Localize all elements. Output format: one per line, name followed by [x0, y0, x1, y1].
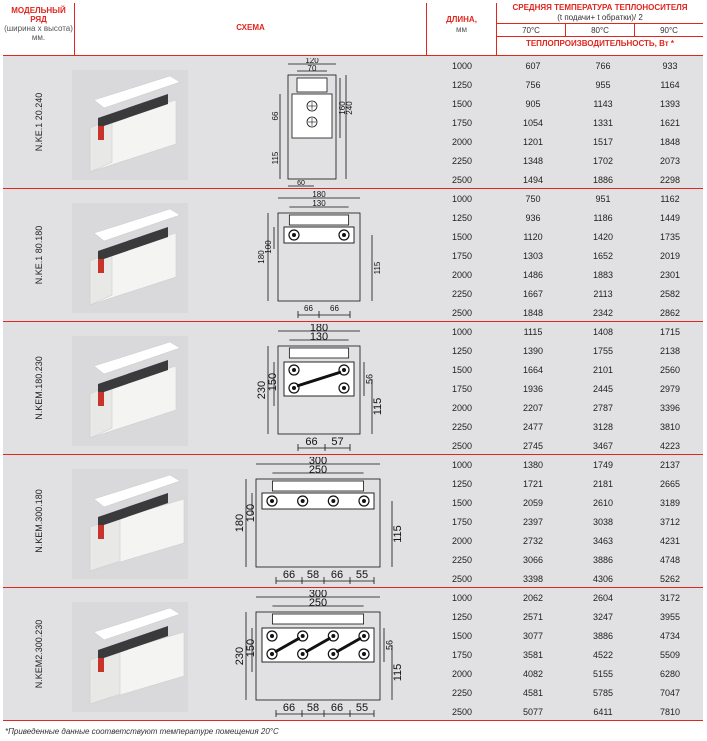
table-row [427, 493, 703, 512]
length-cell: 1000 [451, 193, 473, 204]
dimension-label: 300 [308, 590, 328, 600]
header-temperature [497, 3, 703, 55]
dimension-label: 130 [309, 330, 329, 343]
power-cell: 3396 [659, 402, 681, 413]
length-cell: 2000 [451, 136, 473, 147]
power-cell: 1201 [522, 136, 544, 147]
power-cell: 3172 [659, 592, 681, 603]
table-row [427, 303, 703, 322]
table-row [427, 626, 703, 645]
temp-70: 70°C [522, 26, 540, 35]
power-cell: 750 [525, 193, 541, 204]
scheme-drawing [228, 191, 428, 321]
power-cell: 3581 [522, 649, 544, 660]
power-label: ТЕПЛОПРОИЗВОДИТЕЛЬНОСТЬ, Вт * [525, 39, 675, 48]
table-row [427, 94, 703, 113]
photo-cell [72, 469, 188, 579]
power-cell: 1749 [592, 459, 614, 470]
dimension-label: 115 [391, 663, 404, 682]
temp-title: СРЕДНЯЯ ТЕМПЕРАТУРА ТЕПЛОНОСИТЕЛЯ [512, 3, 688, 12]
power-cell: 4082 [522, 668, 544, 679]
length-cell: 1000 [451, 60, 473, 71]
table-row [427, 702, 703, 721]
power-cell: 2610 [592, 497, 614, 508]
power-cell: 2073 [659, 155, 681, 166]
footnote: *Приведенные данные соответствуют температуре помещения 20°C [5, 727, 279, 736]
power-cell: 1883 [592, 269, 614, 280]
table-row [427, 113, 703, 132]
length-cell: 2500 [451, 174, 473, 185]
power-cell: 1162 [660, 193, 680, 204]
power-cell: 3038 [592, 516, 614, 527]
power-cell: 607 [525, 60, 541, 71]
power-cell: 3955 [659, 611, 681, 622]
power-cell: 2062 [522, 592, 544, 603]
dimension-label: 115 [271, 151, 281, 165]
power-cell: 3810 [659, 421, 681, 432]
length-unit: мм [456, 25, 467, 34]
power-cell: 4231 [659, 535, 681, 546]
power-cell: 3712 [659, 516, 681, 527]
pipe-icon [98, 126, 104, 140]
power-cell: 1621 [659, 117, 681, 128]
power-cell: 2787 [592, 402, 614, 413]
length-cell: 2500 [451, 440, 473, 451]
scheme-drawing [228, 590, 428, 720]
length-cell: 1250 [451, 79, 473, 90]
power-cell: 3077 [522, 630, 544, 641]
dimension-label: 66 [271, 111, 281, 121]
dimension-label: 66 [330, 701, 344, 714]
scheme-cell [228, 191, 428, 321]
photo-cell [72, 203, 188, 313]
length-cell: 1500 [451, 98, 473, 109]
data-rows [427, 322, 703, 455]
dimension-label: 230 [233, 646, 246, 666]
dimension-label: 70 [307, 64, 317, 74]
pipe-icon [98, 525, 104, 539]
data-rows [427, 56, 703, 189]
power-cell: 933 [662, 60, 678, 71]
data-rows [427, 189, 703, 322]
power-cell: 2665 [659, 478, 681, 489]
dimension-label: 115 [371, 397, 384, 416]
table-row [427, 474, 703, 493]
power-cell: 3886 [592, 554, 614, 565]
table-row [427, 151, 703, 170]
product-photo [72, 70, 188, 180]
product-photo [72, 336, 188, 446]
power-cell: 5509 [659, 649, 681, 660]
power-cell: 3467 [592, 440, 614, 451]
dimension-label: 66 [305, 435, 318, 448]
power-cell: 3189 [659, 497, 681, 508]
length-cell: 1500 [451, 364, 473, 375]
dimension-label: 55 [355, 701, 369, 714]
table-row [427, 227, 703, 246]
length-cell: 1750 [451, 117, 473, 128]
product-photo [72, 602, 188, 712]
power-cell: 2101 [592, 364, 614, 375]
model-section [3, 56, 703, 189]
dimension-label: 300 [308, 457, 328, 467]
power-cell: 2477 [522, 421, 544, 432]
scheme-drawing [228, 457, 428, 587]
dimension-label: 120 [305, 58, 319, 66]
length-label: ДЛИНА, [446, 15, 477, 24]
length-cell: 2500 [451, 307, 473, 318]
power-cell: 2560 [659, 364, 681, 375]
power-cell: 1115 [523, 326, 543, 337]
power-cell: 936 [525, 212, 541, 223]
power-cell: 1936 [522, 383, 544, 394]
model-section [3, 322, 703, 455]
power-cell: 6411 [593, 706, 613, 717]
length-cell: 2000 [451, 668, 473, 679]
pipe-icon [98, 392, 104, 406]
table-row [427, 512, 703, 531]
table-row [427, 683, 703, 702]
power-cell: 2732 [522, 535, 544, 546]
power-cell: 2298 [659, 174, 681, 185]
power-cell: 1408 [592, 326, 614, 337]
model-label-cell [3, 56, 75, 189]
scheme-cell [228, 324, 428, 454]
length-cell: 2250 [451, 155, 473, 166]
power-cell: 1848 [522, 307, 544, 318]
model-section [3, 455, 703, 588]
divider [3, 720, 703, 721]
length-cell: 1500 [451, 630, 473, 641]
length-cell: 2000 [451, 535, 473, 546]
power-cell: 1886 [592, 174, 614, 185]
power-cell: 4223 [659, 440, 681, 451]
data-rows [427, 588, 703, 721]
table-row [427, 246, 703, 265]
model-name: N.KE.1 80.180 [34, 225, 44, 285]
temp-90: 90°C [634, 24, 703, 36]
power-cell: 1054 [522, 117, 544, 128]
power-cell: 2342 [592, 307, 614, 318]
power-cell: 2604 [592, 592, 614, 603]
table-row [427, 189, 703, 208]
table-row [427, 398, 703, 417]
photo-cell [72, 336, 188, 446]
power-cell: 1393 [659, 98, 681, 109]
table-header [3, 3, 703, 55]
power-cell: 1120 [523, 231, 543, 242]
power-cell: 4748 [659, 554, 681, 565]
power-cell: 1702 [592, 155, 614, 166]
power-cell: 1348 [522, 155, 544, 166]
table-row [427, 569, 703, 588]
radiator-table [3, 3, 703, 721]
data-rows [427, 455, 703, 588]
model-label-cell [3, 322, 75, 455]
power-cell: 1420 [592, 231, 614, 242]
power-cell: 1735 [659, 231, 681, 242]
header-schema: СХЕМА [75, 3, 427, 55]
power-cell: 3128 [592, 421, 614, 432]
dimension-label: 250 [308, 596, 328, 609]
length-cell: 1250 [451, 212, 473, 223]
power-cell: 3886 [592, 630, 614, 641]
length-cell: 1750 [451, 516, 473, 527]
table-row [427, 455, 703, 474]
model-name: N.KEM.300.180 [34, 489, 44, 553]
table-row [427, 322, 703, 341]
dimension-label: 57 [331, 435, 344, 448]
length-cell: 1250 [451, 611, 473, 622]
length-cell: 1500 [451, 497, 473, 508]
dimension-label: 180 [312, 191, 326, 200]
table-row [427, 265, 703, 284]
power-cell: 2582 [659, 288, 681, 299]
table-row [427, 588, 703, 607]
power-cell: 2745 [522, 440, 544, 451]
power-cell: 2207 [522, 402, 544, 413]
table-row [427, 436, 703, 455]
power-cell: 5262 [659, 573, 681, 584]
power-cell: 1449 [659, 212, 681, 223]
power-cell: 4734 [659, 630, 681, 641]
model-label: МОДЕЛЬНЫЙ РЯД [11, 6, 66, 24]
length-cell: 1750 [451, 250, 473, 261]
table-row [427, 360, 703, 379]
power-cell: 1721 [522, 478, 544, 489]
power-cell: 1186 [593, 212, 613, 223]
power-cell: 1715 [659, 326, 681, 337]
table-row [427, 607, 703, 626]
power-cell: 4581 [522, 687, 544, 698]
scheme-drawing [228, 324, 428, 454]
dimension-label: 58 [306, 701, 320, 714]
power-cell: 1517 [592, 136, 614, 147]
power-cell: 2137 [659, 459, 681, 470]
power-cell: 2979 [659, 383, 681, 394]
model-label-cell [3, 189, 75, 322]
dimension-label: 66 [330, 568, 344, 581]
dimension-label: 180 [309, 324, 329, 334]
power-cell: 3247 [592, 611, 614, 622]
power-cell: 951 [595, 193, 611, 204]
photo-cell [72, 602, 188, 712]
table-row [427, 531, 703, 550]
model-name: N.KEM2.300.230 [34, 619, 44, 689]
length-cell: 1750 [451, 649, 473, 660]
length-cell: 2500 [451, 706, 473, 717]
length-cell: 1000 [451, 592, 473, 603]
dimension-label: 115 [391, 525, 404, 543]
pipe-icon [98, 658, 104, 672]
dimension-label: 250 [308, 463, 328, 476]
power-cell: 1380 [522, 459, 544, 470]
length-cell: 1500 [451, 231, 473, 242]
power-cell: 3463 [592, 535, 614, 546]
power-cell: 905 [525, 98, 541, 109]
power-cell: 766 [595, 60, 611, 71]
model-name: N.KEM.180.230 [34, 356, 44, 420]
length-cell: 1000 [451, 459, 473, 470]
table-row [427, 56, 703, 75]
power-cell: 955 [595, 79, 611, 90]
table-row [427, 550, 703, 569]
power-cell: 3398 [522, 573, 544, 584]
header-length [427, 3, 497, 55]
product-photo [72, 203, 188, 313]
dimension-label: 55 [355, 568, 369, 581]
power-cell: 1652 [592, 250, 614, 261]
power-cell: 1494 [522, 174, 544, 185]
table-row [427, 341, 703, 360]
power-cell: 5077 [522, 706, 544, 717]
table-row [427, 284, 703, 303]
table-row [427, 170, 703, 189]
power-cell: 1143 [593, 98, 613, 109]
table-row [427, 645, 703, 664]
table-row [427, 664, 703, 683]
length-cell: 2000 [451, 402, 473, 413]
power-cell: 2019 [659, 250, 681, 261]
model-label-cell [3, 455, 75, 588]
power-cell: 1331 [592, 117, 614, 128]
table-row [427, 417, 703, 436]
temp-columns [497, 24, 703, 37]
power-cell: 756 [525, 79, 541, 90]
power-cell: 6280 [659, 668, 681, 679]
scheme-cell [228, 457, 428, 587]
temp-formula: (t подачи+ t обратки)/ 2 [497, 12, 703, 24]
model-name: N.KE.1 20.240 [34, 92, 44, 152]
model-section [3, 588, 703, 721]
dimension-label: 115 [373, 261, 383, 275]
header-model [3, 3, 75, 55]
dimension-label: 56 [364, 373, 375, 385]
dimension-label: 58 [306, 568, 320, 581]
power-cell: 2059 [522, 497, 544, 508]
power-cell: 2301 [659, 269, 681, 280]
power-cell: 5155 [592, 668, 614, 679]
dimension-label: 160 [338, 101, 348, 115]
power-cell: 1303 [522, 250, 544, 261]
dimension-label: 66 [282, 568, 296, 581]
power-cell: 1848 [659, 136, 681, 147]
power-cell: 2862 [659, 307, 681, 318]
power-cell: 7047 [659, 687, 681, 698]
power-cell: 2181 [592, 478, 614, 489]
dimension-label: 100 [244, 503, 257, 523]
power-cell: 4306 [592, 573, 614, 584]
power-cell: 1755 [592, 345, 614, 356]
table-row [427, 75, 703, 94]
dimension-label: 180 [233, 513, 246, 533]
power-cell: 2113 [593, 288, 613, 299]
dimension-label: 180 [257, 250, 267, 264]
model-sub: (ширина х высота) мм. [4, 24, 73, 42]
power-cell: 1486 [522, 269, 544, 280]
length-cell: 1000 [451, 326, 473, 337]
power-cell: 1664 [522, 364, 544, 375]
power-cell: 2571 [522, 611, 544, 622]
dimension-label: 66 [282, 701, 296, 714]
model-label-cell [3, 588, 75, 721]
power-cell: 7810 [659, 706, 681, 717]
table-row [427, 208, 703, 227]
dimension-label: 230 [255, 380, 268, 400]
power-cell: 2138 [659, 345, 681, 356]
dimension-label: 56 [384, 639, 395, 651]
temp-80: 80°C [565, 24, 634, 36]
dimension-label: 60 [297, 179, 305, 187]
length-cell: 1250 [451, 478, 473, 489]
dimension-label: 66 [330, 304, 339, 314]
power-cell: 1164 [660, 79, 680, 90]
length-cell: 1250 [451, 345, 473, 356]
dimension-label: 100 [264, 240, 274, 254]
length-cell: 2250 [451, 421, 473, 432]
power-cell: 2397 [522, 516, 544, 527]
dimension-label: 240 [345, 101, 355, 115]
scheme-cell [228, 58, 428, 188]
model-section [3, 189, 703, 322]
power-cell: 1390 [522, 345, 544, 356]
product-photo [72, 469, 188, 579]
length-cell: 1750 [451, 383, 473, 394]
pipe-icon [98, 259, 104, 273]
power-cell: 4522 [592, 649, 614, 660]
length-cell: 2000 [451, 269, 473, 280]
length-cell: 2250 [451, 288, 473, 299]
power-cell: 1667 [522, 288, 544, 299]
power-cell: 3066 [522, 554, 544, 565]
dimension-label: 150 [266, 372, 279, 392]
length-cell: 2250 [451, 554, 473, 565]
power-cell: 2445 [592, 383, 614, 394]
dimension-label: 130 [312, 199, 326, 209]
scheme-drawing [228, 58, 428, 188]
power-cell: 5785 [592, 687, 614, 698]
photo-cell [72, 70, 188, 180]
table-row [427, 132, 703, 151]
scheme-cell [228, 590, 428, 720]
dimension-label: 66 [304, 304, 313, 314]
dimension-label: 150 [244, 638, 257, 658]
length-cell: 2250 [451, 687, 473, 698]
table-row [427, 379, 703, 398]
length-cell: 2500 [451, 573, 473, 584]
